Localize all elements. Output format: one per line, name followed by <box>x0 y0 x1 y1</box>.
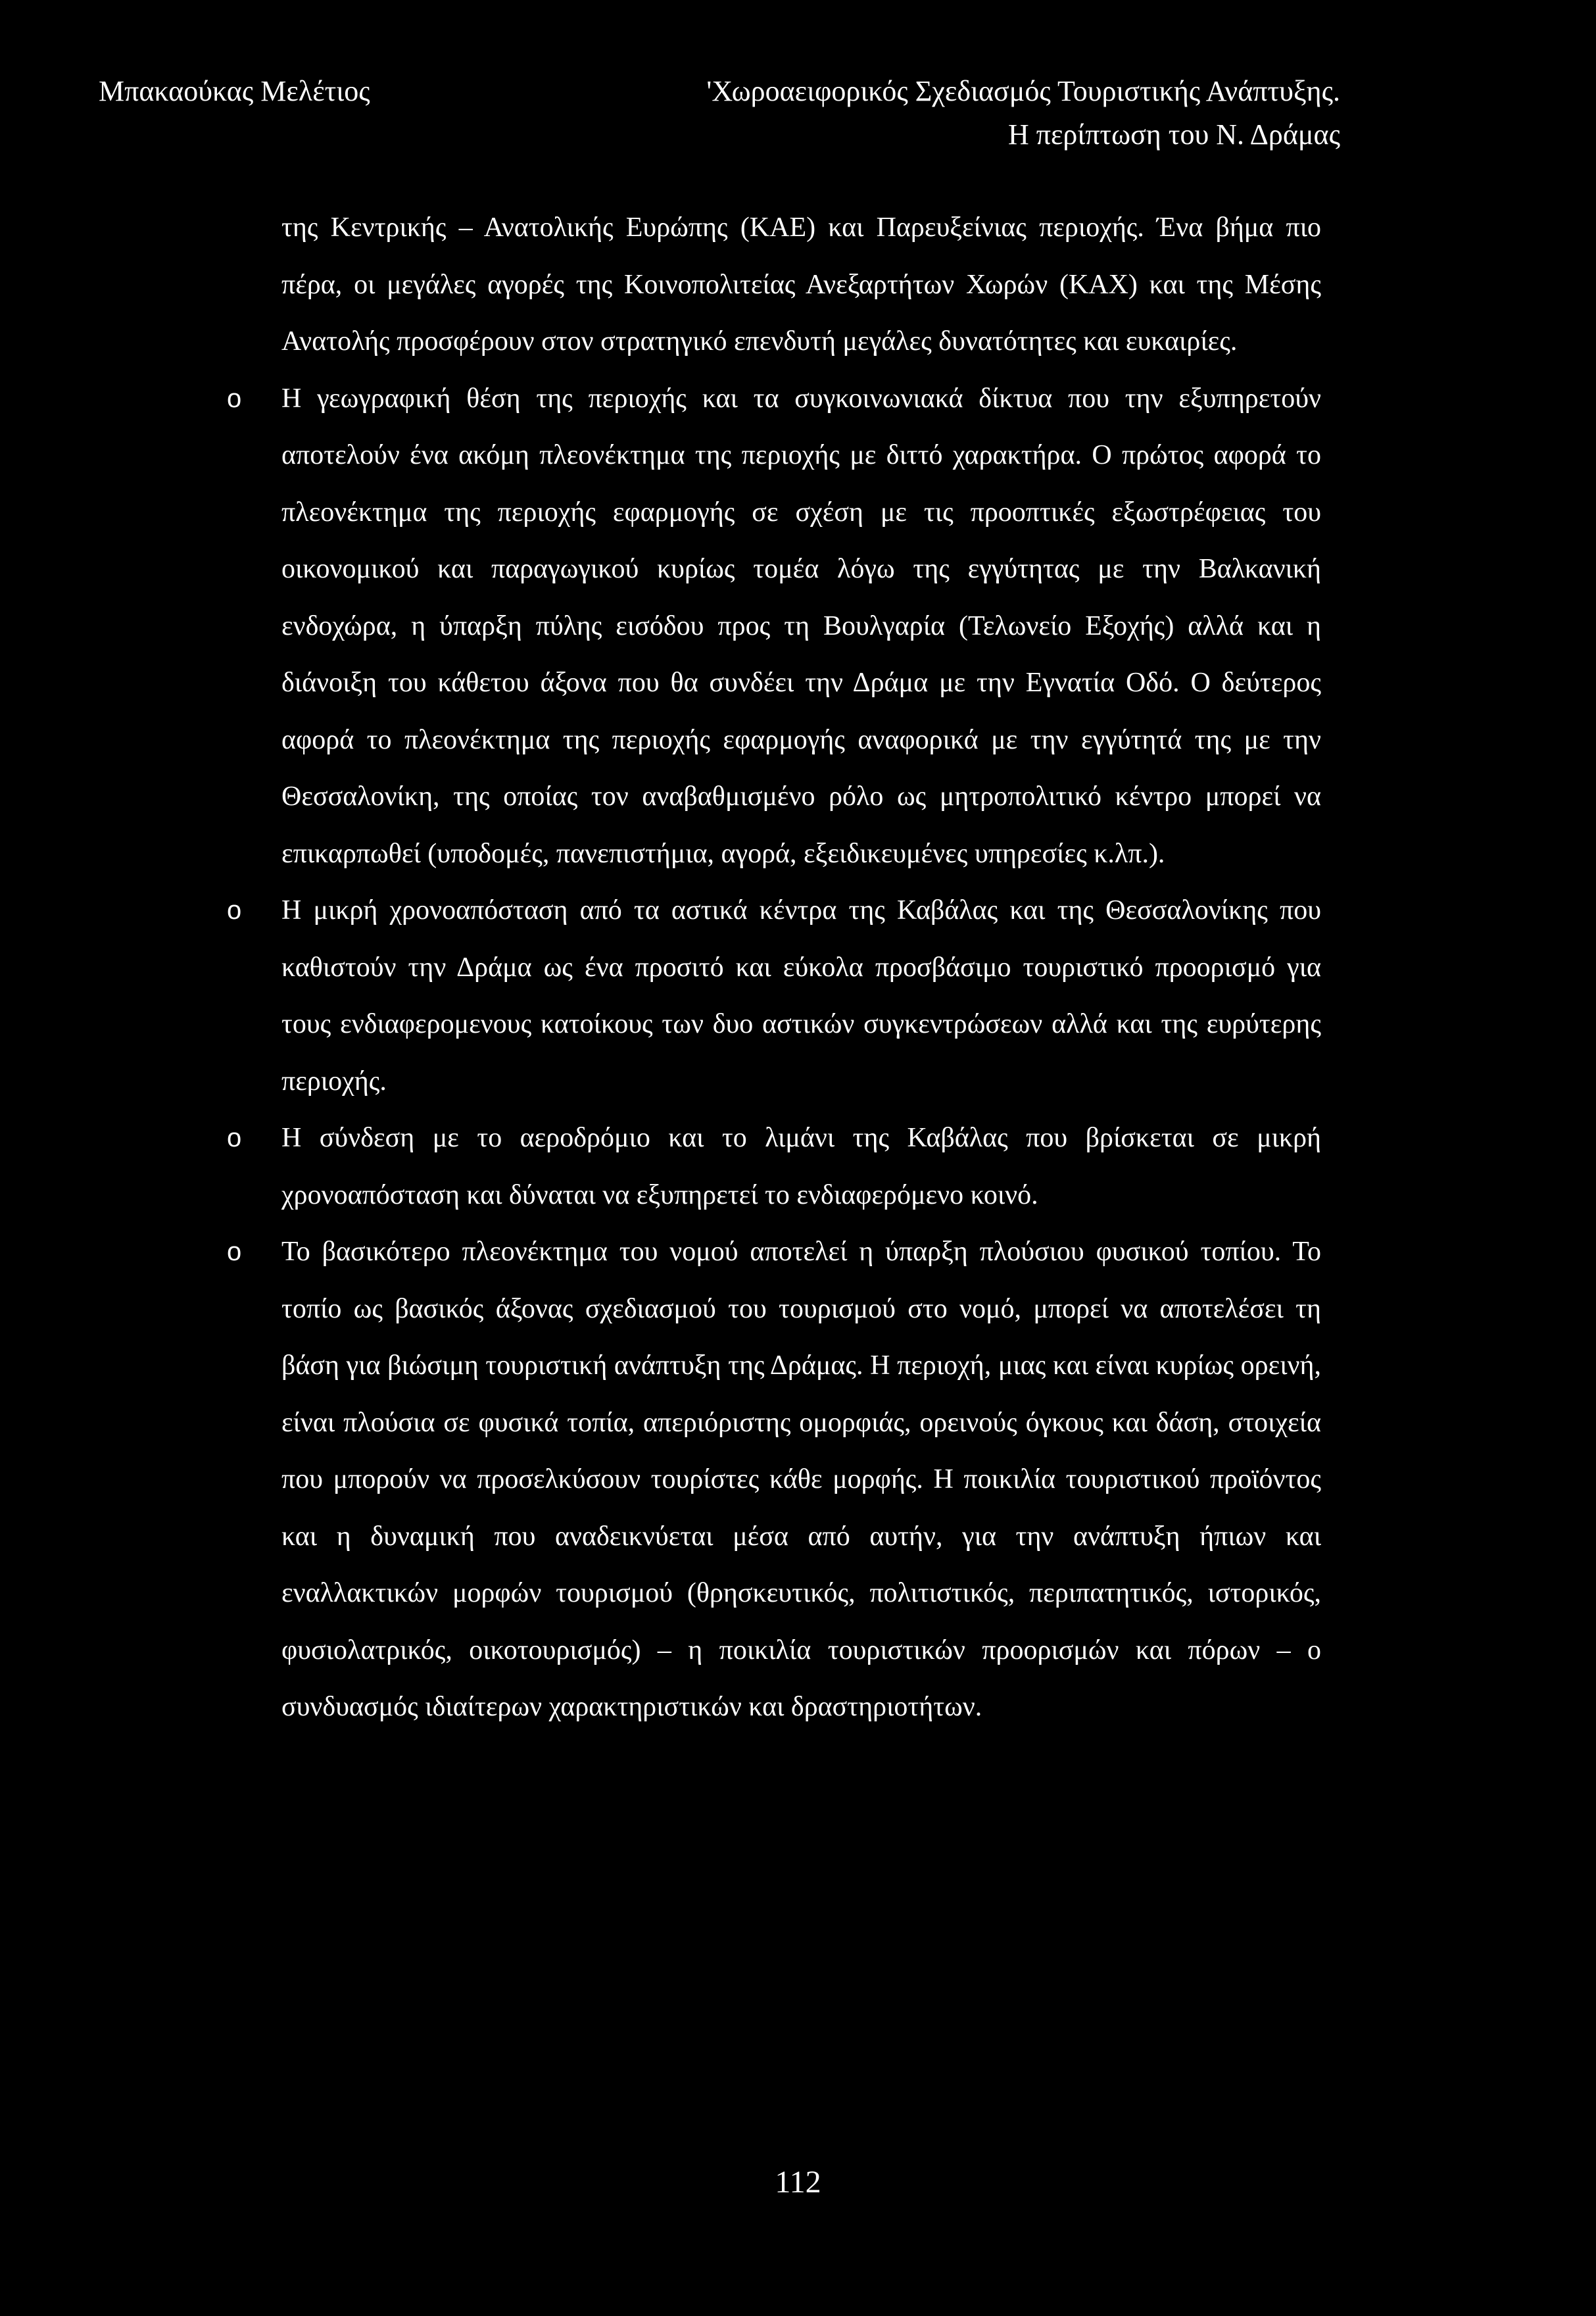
bullet-item <box>227 1223 1321 1736</box>
bullet-marker: o <box>227 383 242 413</box>
intro-paragraph: της Κεντρικής – Ανατολικής Ευρώπης (ΚΑΕ) και Παρευξείνιας περιοχής. Ένα βήμα πιο πέρα, οι μεγάλες αγορές της Κοινοπολιτείας Ανεξαρτήτων Χωρών (ΚΑΧ) και της Μέσης Ανατολής προσφέρουν στον στρατηγικό επενδυτή μεγάλες δυνατότητες και ευκαιρίες. <box>281 212 1321 357</box>
bullet-text: Η σύνδεση με το αεροδρόμιο και το λιμάνι της Καβάλας που βρίσκεται σε μικρή χρονοαπόσταση και δύναται να εξυπηρετεί το ενδιαφερόμενο κοινό. <box>281 1123 1321 1210</box>
bullet-marker: o <box>227 1123 242 1152</box>
bullet-marker: o <box>227 1237 242 1266</box>
header-title-line2: Η περίπτωση του Ν. Δράμας <box>1007 118 1340 151</box>
header-author: Μπακαούκας Μελέτιος <box>99 75 370 107</box>
page-number: 112 <box>775 2165 821 2200</box>
bullet-text: Η μικρή χρονοαπόσταση από τα αστικά κέντρα της Καβάλας και της Θεσσαλονίκης που καθιστούν την Δράμα ως ένα προσιτό και εύκολα προσβάσιμο τουριστικό προορισμό για τους ενδιαφερομενους κατοίκους των δυο αστικών συγκεντρώσεων αλλά και της ευρύτερης περιοχής. <box>281 895 1321 1096</box>
bullet-item <box>227 882 1321 1110</box>
body-text <box>227 199 1321 1736</box>
header-title-line1: 'Χωροαειφορικός Σχεδιασμός Τουριστικής Ανάπτυξης. <box>706 75 1340 107</box>
header-title <box>706 70 1340 157</box>
bullet-item <box>227 1110 1321 1223</box>
bullet-item <box>227 370 1321 883</box>
bullet-text: Το βασικότερο πλεονέκτημα του νομού αποτελεί η ύπαρξη πλούσιου φυσικού τοπίου. Το τοπίο ως βασικός άξονας σχεδιασμού του τουρισμού στο νομό, μπορεί να αποτελέσει τη βάση για βιώσιμη τουριστική ανάπτυξη της Δράμας. Η περιοχή, μιας και είναι κυρίως ορεινή, είναι πλούσια σε φυσικά τοπία, απεριόριστης ομορφιάς, ορεινούς όγκους και δάση, στοιχεία που μπορούν να προσελκύσουν τουρίστες κάθε μορφής. Η ποικιλία τουριστικού προϊόντος και η δυναμική που αναδεικνύεται μέσα από αυτήν, για την ανάπτυξη ήπιων και εναλλακτικών μορφών τουρισμού (θρησκευτικός, πολιτιστικός, περιπατητικός, ιστορικός, φυσιολατρικός, οικοτουρισμός) – η ποικιλία τουριστικών προορισμών και πόρων – ο συνδυασμός ιδιαίτερων χαρακτηριστικών και δραστηριοτήτων. <box>281 1237 1321 1722</box>
bullet-text: Η γεωγραφική θέση της περιοχής και τα συγκοινωνιακά δίκτυα που την εξυπηρετούν αποτελούν ένα ακόμη πλεονέκτημα της περιοχής με διττό χαρακτήρα. Ο πρώτος αφορά το πλεονέκτημα της περιοχής εφαρμογής σε σχέση με τις προοπτικές εξωστρέφειας του οικονομικού και παραγωγικού κυρίως τομέα λόγω της εγγύτητας με την Βαλκανική ενδοχώρα, η ύπαρξη πύλης εισόδου προς τη Βουλγαρία (Τελωνείο Εξοχής) αλλά και η διάνοιξη του κάθετου άξονα που θα συνδέει την Δράμα με την Εγνατία Οδό. Ο δεύτερος αφορά το πλεονέκτημα της περιοχής εφαρμογής αναφορικά με την εγγύτητά της με την Θεσσαλονίκη, της οποίας τον αναβαθμισμένο ρόλο ως μητροπολιτικό κέντρο μπορεί να επικαρπωθεί (υποδομές, πανεπιστήμια, αγορά, εξειδικευμένες υπηρεσίες κ.λπ.). <box>281 383 1321 869</box>
bullet-marker: o <box>227 896 242 925</box>
